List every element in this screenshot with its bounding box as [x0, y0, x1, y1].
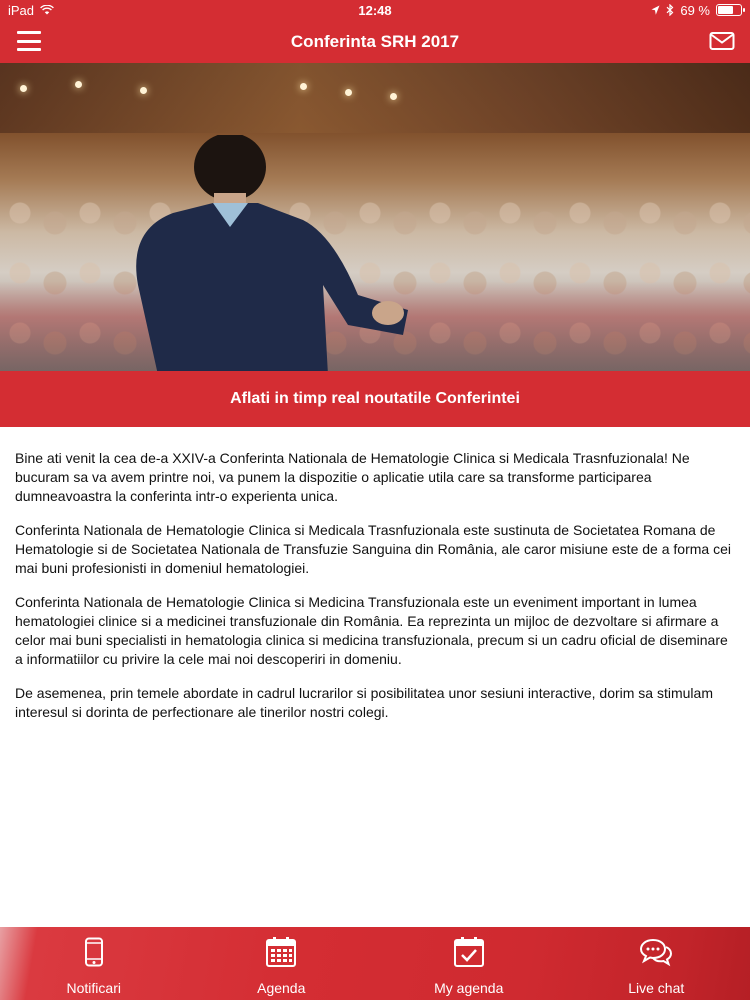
- nav-bar: [0, 20, 750, 63]
- menu-button[interactable]: [17, 29, 41, 53]
- chat-bubbles-icon: [639, 935, 673, 969]
- tab-label: My agenda: [434, 980, 504, 996]
- bluetooth-icon: [666, 4, 674, 16]
- page-title: Conferinta SRH 2017: [290, 31, 460, 51]
- ceiling-light: [345, 89, 352, 96]
- news-banner: [0, 371, 750, 427]
- phone-icon: [77, 935, 111, 969]
- hero-image: [0, 63, 750, 371]
- banner-text: Aflati in timp real noutatile Conferintei: [230, 390, 520, 407]
- hamburger-icon-line: [17, 31, 41, 34]
- battery-fill: [718, 6, 733, 14]
- status-bar-right: [651, 3, 742, 18]
- calendar-check-icon: [452, 935, 486, 969]
- status-bar: [0, 0, 750, 20]
- device-name: iPad: [8, 2, 35, 18]
- tab-label: Live chat: [628, 980, 685, 996]
- battery-percent: 69 %: [680, 2, 710, 18]
- tab-live-chat[interactable]: [563, 927, 750, 1000]
- calendar-icon: [264, 935, 298, 969]
- status-time: 12:48: [358, 2, 392, 18]
- location-arrow-icon: [651, 5, 660, 16]
- hero-ceiling: [0, 63, 750, 133]
- content-paragraph: De asemenea, prin temele abordate in cadrul lucrarilor si posibilitatea unor sesiuni interactive, dorim sa stimulam interesul si dorinta de perfectionare ale tinerilor nostri colegi.: [15, 685, 713, 720]
- content-paragraph: Conferinta Nationala de Hematologie Clinica si Medicina Transfuzionala este un eveniment important in lumea hematologiei clinice si a medicinei transfuzionale din România. Ea reprezinta un mijloc de dezvoltare si afirmare a celor mai buni specialisti in hematologia clinica si medicina transfuzionala, precum si un cadru oficial de diseminare a informatiilor cu privire la cele mai noi descoperiri in domeniu.: [15, 594, 728, 667]
- hamburger-icon-line: [17, 40, 41, 43]
- tab-label: Agenda: [257, 980, 306, 996]
- content-paragraph: Conferinta Nationala de Hematologie Clinica si Medicala Trasnfuzionala este sustinuta de Societatea Romana de Hematologie si de Societatea Nationala de Transfuzie Sanguina din România, ale caror misiune este de a forma cei mai buni profesionisti in domeniul hematologiei.: [15, 522, 731, 576]
- ceiling-light: [390, 93, 397, 100]
- ceiling-light: [300, 83, 307, 90]
- content-paragraph: Bine ati venit la cea de-a XXIV-a Conferinta Nationala de Hematologie Clinica si Medicala Trasnfuzionala! Ne bucuram sa va avem printre noi, va punem la dispozitie o aplicatie utila care sa transforme participarea dumneavoastra la conferinta intr-o experienta unica.: [15, 450, 690, 504]
- wifi-icon: [40, 5, 54, 15]
- hamburger-icon-line: [17, 48, 41, 51]
- welcome-content: [15, 449, 735, 737]
- battery-icon: [716, 4, 742, 16]
- ceiling-light: [20, 85, 27, 92]
- ceiling-light: [140, 87, 147, 94]
- tab-bar: [0, 927, 750, 1000]
- tab-my-agenda[interactable]: [375, 927, 563, 1000]
- tab-label: Notificari: [66, 980, 121, 996]
- status-bar-left: [8, 3, 54, 18]
- tab-notificari[interactable]: [0, 927, 188, 1000]
- mail-icon[interactable]: [709, 29, 735, 53]
- speaker-figure: [118, 135, 408, 371]
- ceiling-light: [75, 81, 82, 88]
- tab-agenda[interactable]: [188, 927, 376, 1000]
